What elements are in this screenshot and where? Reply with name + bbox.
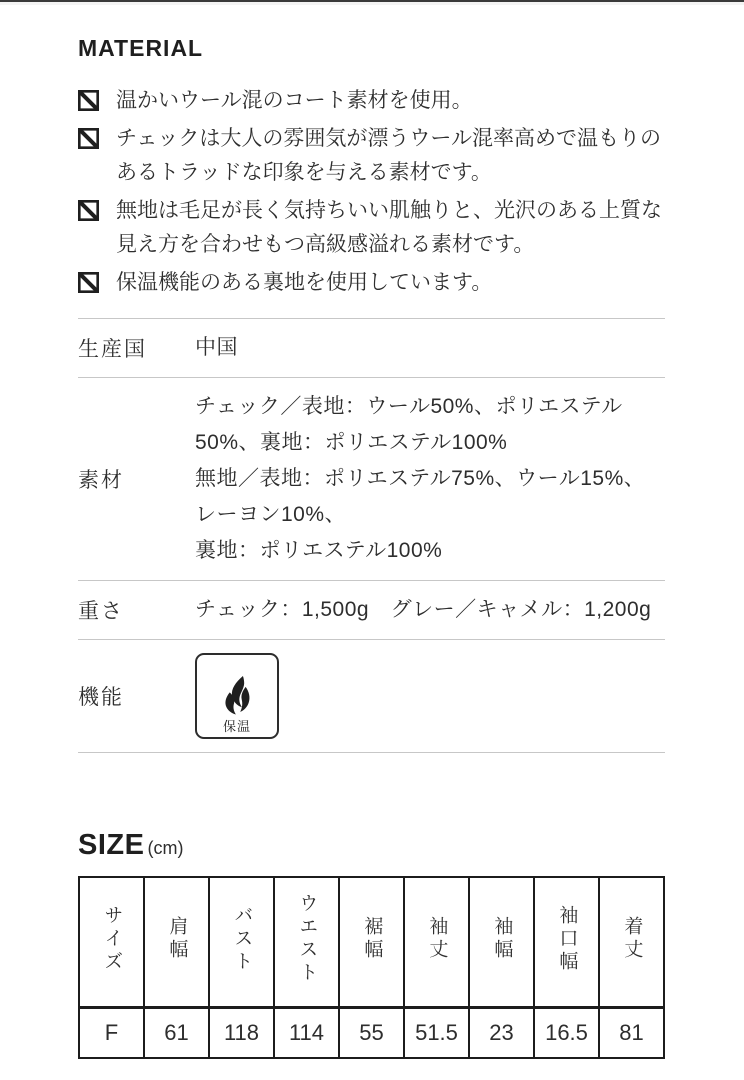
spec-label-origin: 生産国	[78, 338, 147, 361]
size-cell: 118	[209, 1008, 274, 1059]
spec-value-origin: 中国	[195, 336, 238, 359]
material-bullet-item	[78, 194, 665, 262]
fabric-line: チェック／表地：ウール50%、ポリエステル50%、裏地：ポリエステル100%	[195, 395, 623, 454]
heat-retention-badge	[195, 653, 279, 739]
material-bullet-item	[78, 266, 665, 300]
spec-label-fabric: 素材	[78, 469, 124, 492]
spec-label-weight: 重さ	[78, 600, 124, 623]
feature-label: 保温	[222, 719, 251, 734]
square-diagonal-bullet-icon	[78, 90, 99, 111]
size-col-header: ウエスト	[274, 877, 339, 1008]
square-diagonal-bullet-icon	[78, 272, 99, 293]
fabric-line: 裏地：ポリエステル100%	[195, 539, 443, 562]
size-cell: 23	[469, 1008, 534, 1059]
bullet-text: 無地は毛足が長く気持ちいい肌触りと、光沢のある上質な見え方を合わせもつ高級感溢れる素材です。	[116, 199, 662, 256]
material-section-title: MATERIAL	[78, 35, 204, 61]
size-cell: 61	[144, 1008, 209, 1059]
spec-table	[78, 318, 665, 753]
content-column	[0, 5, 744, 1059]
size-col-header: 袖丈	[404, 877, 469, 1008]
size-cell: 16.5	[534, 1008, 599, 1059]
bullet-text: 温かいウール混のコート素材を使用。	[116, 89, 473, 112]
size-cell: F	[79, 1008, 144, 1059]
spec-value-fabric	[195, 389, 665, 569]
size-cell: 51.5	[404, 1008, 469, 1059]
size-col-header: バスト	[209, 877, 274, 1008]
flame-icon	[217, 674, 257, 719]
size-cell: 81	[599, 1008, 664, 1059]
material-bullet-item	[78, 122, 665, 190]
spec-label-function: 機能	[78, 686, 124, 709]
spec-row-origin	[78, 318, 665, 377]
material-bullet-item	[78, 84, 665, 118]
size-col-header: サイズ	[79, 877, 144, 1008]
spec-value-function	[195, 651, 665, 741]
size-col-header: 肩幅	[144, 877, 209, 1008]
square-diagonal-bullet-icon	[78, 128, 99, 149]
size-table-header-row	[79, 877, 664, 1008]
size-title-word: SIZE	[78, 829, 145, 861]
size-table-data-row	[79, 1008, 664, 1059]
size-col-header: 袖幅	[469, 877, 534, 1008]
spec-row-fabric	[78, 377, 665, 580]
size-col-header: 着丈	[599, 877, 664, 1008]
spec-row-weight	[78, 580, 665, 639]
square-diagonal-bullet-icon	[78, 200, 99, 221]
bullet-text: チェックは大人の雰囲気が漂うウール混率高めで温もりのあるトラッドな印象を与える素材です。	[116, 127, 661, 184]
size-col-header: 袖口幅	[534, 877, 599, 1008]
size-cell: 55	[339, 1008, 404, 1059]
bullet-text: 保温機能のある裏地を使用しています。	[116, 271, 493, 294]
size-table	[78, 876, 665, 1059]
size-col-header: 裾幅	[339, 877, 404, 1008]
fabric-line: 無地／表地：ポリエステル75%、ウール15%、レーヨン10%、	[195, 467, 646, 526]
material-bullet-list	[78, 84, 665, 300]
size-section-title	[78, 829, 665, 862]
spec-value-weight: チェック：1,500g グレー／キャメル：1,200g	[195, 598, 652, 621]
size-cell: 114	[274, 1008, 339, 1059]
size-title-unit: (cm)	[147, 838, 184, 858]
spec-row-function	[78, 639, 665, 753]
